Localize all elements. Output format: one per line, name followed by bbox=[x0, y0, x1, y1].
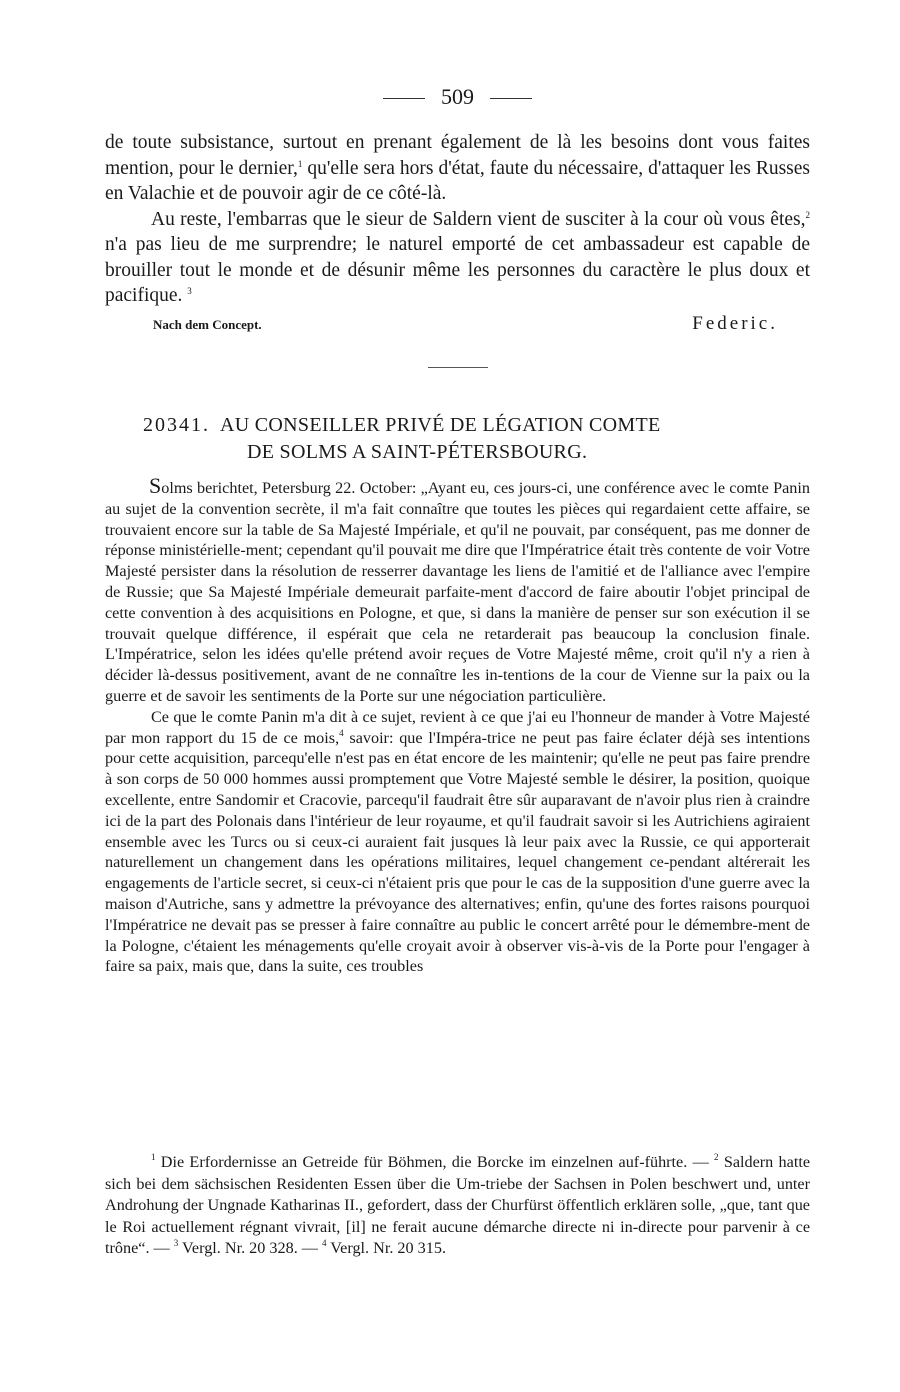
footnote-ref-1: 1 bbox=[297, 158, 303, 169]
letter-text bbox=[105, 130, 810, 337]
letter-p2-b: n'a pas lieu de me surprendre; le naturel emporté de cet ambassadeur est capable de brouiller tout le monde et de désunir même les personnes du caractère le plus doux et pacifique. bbox=[105, 234, 810, 306]
footnote-1: Die Erfordernisse an Getreide für Böhmen, die Borcke im einzelnen auf-führte. — bbox=[155, 1153, 715, 1171]
footnote-2: Saldern hatte sich bei dem sächsischen Residenten Essen über die Um-triebe der Sachsen in Polen beschwert und, unter Androhung der Ungnade Katharinas II., gefordert, dass der Churfürst öffentlich erklären solle, „que, tant que le Roi actuellement régnant vivrait, [il] ne ferait aucune démarche directe ni in-directe pour parvenir à ce trône“. — bbox=[105, 1153, 811, 1258]
footnote-mark-2: 2 bbox=[714, 1152, 719, 1162]
footnote-4: Vergl. Nr. 20 315. bbox=[326, 1239, 446, 1258]
letter-paragraph-1 bbox=[105, 130, 810, 207]
letter-p1-a: de toute subsistance, surtout en prenant également de là les besoins dont vous faites mention, pour le dernier, bbox=[105, 132, 810, 179]
initial-letter: S bbox=[149, 473, 162, 498]
page-number: 509 bbox=[441, 84, 474, 109]
header-dash-right bbox=[490, 98, 532, 99]
title-line-1 bbox=[105, 412, 810, 439]
title-line-2: DE SOLMS A SAINT-PÉTERSBOURG. bbox=[247, 441, 588, 463]
footnote-ref-3: 3 bbox=[187, 286, 192, 296]
report-paragraph-1 bbox=[105, 473, 810, 707]
letter-p2-a: Au reste, l'embarras que le sieur de Saldern vient de susciter à la cour où vous êtes, bbox=[151, 208, 806, 230]
signature: Federic. bbox=[692, 312, 778, 334]
report-p2-b: savoir: que l'Impéra-trice ne peut pas faire éclater déjà ses intentions pour cette acquisition, parcequ'elle n'est pas en état encore de les maintenir; qu'elle ne peut pas faire prendre à son corps de 50 000 hommes aussi promptement que Votre Majesté semble le désirer, la position, quoique excellente, entre Sandomir et Cracovie, parcequ'il faudrait être sûr auparavant de n'avoir plus rien à craindre ici de la part des Polonais dans l'intérieur de leur royaume, et qu'il faudrait savoir si les Autrichiens agiraient ensemble avec les Turcs ou si ceux-ci auraient fait jusques là leur paix avec la Russie, ce qui apporterait naturellement un changement dans les opérations militaires, lequel changement ce-pendant altérerait les engagements de l'article secret, si ceux-ci n'étaient pris que pour le cas de la supposition d'une guerre avec la maison d'Autriche, sans y admettre la prévoyance des alternatives; enfin, qu'une des fortes raisons pourquoi l'Impératrice ne devait pas se presser à faire connaître au public le concert arrêté pour le démembre-ment de la Pologne, c'étaient les ménagements qu'elle croyait avoir à observer vis-à-vis de la Porte pour l'engager à faire sa paix, mais que, dans la suite, ces troubles bbox=[105, 728, 810, 976]
header-dash-left bbox=[383, 98, 425, 99]
report-paragraph-2 bbox=[105, 707, 810, 977]
footnote-ref-2: 2 bbox=[805, 209, 810, 220]
report-p2-a: Ce que le comte Panin m'a dit à ce sujet, revient à ce que j'ai eu l'honneur de mander à Votre Majesté par mon rapport du 15 de ce mois, bbox=[105, 707, 810, 747]
footnote-mark-3: 3 bbox=[173, 1238, 179, 1249]
document-title bbox=[105, 412, 810, 466]
footnote-ref-4: 4 bbox=[339, 727, 344, 738]
report-body bbox=[105, 473, 810, 977]
document-number: 20341. bbox=[143, 414, 210, 436]
footnote-mark-4: 4 bbox=[322, 1238, 327, 1249]
footnote-3: Vergl. Nr. 20 328. — bbox=[178, 1239, 323, 1258]
source-note: Nach dem Concept. bbox=[153, 316, 262, 332]
report-p1-text: olms berichtet, Petersburg 22. October: „Ayant eu, ces jours-ci, une conférence avec le comte Panin au sujet de la convention secrète, il m'a fait connaître que toutes les pièces qui regardaient cette affaire, se trouvaient encore sur la table de Sa Majesté Impériale, et qu'il ne pouvait, par conséquent, pas me donner de réponse ministérielle-ment; cependant qu'il pouvait me dire que l'Impératrice était très contente de voir Votre Majesté persister dans la résolution de resserrer davantage les liens de l'amitié et de l'alliance avec l'empire de Russie; que Sa Majesté Impériale demeurait parfaite-ment d'accord de faire aboutir l'objet principal de cette convention à des acquisitions en Pologne, et que, si dans la manière de penser sur son exécution il se trouvait quelque différence, il espérait que cela ne retarderait pas beaucoup la conclusion finale. L'Impératrice, selon les idées qu'elle prétend avoir reçues de Votre Majesté même, croit qu'il n'y a rien à décider là-dessus positivement, avant de ne connaître les in-tentions de la cour de Vienne sur la paix ou la guerre et de savoir les sentiments de la Porte sur une négociation particulière. bbox=[105, 479, 810, 705]
section-divider bbox=[428, 367, 488, 368]
page-header bbox=[105, 82, 810, 112]
letter-p1-b: qu'elle sera hors d'état, faute du nécessaire, d'attaquer les Russes en Valachie et de pouvoir agir de ce côté-là. bbox=[105, 157, 810, 204]
page bbox=[105, 82, 810, 977]
footnote-mark-1: 1 bbox=[151, 1152, 156, 1162]
title-text-1: AU CONSEILLER PRIVÉ DE LÉGATION COMTE bbox=[220, 414, 661, 436]
letter-paragraph-2 bbox=[105, 207, 810, 309]
signature-line bbox=[105, 311, 810, 338]
footnotes bbox=[105, 1152, 810, 1260]
